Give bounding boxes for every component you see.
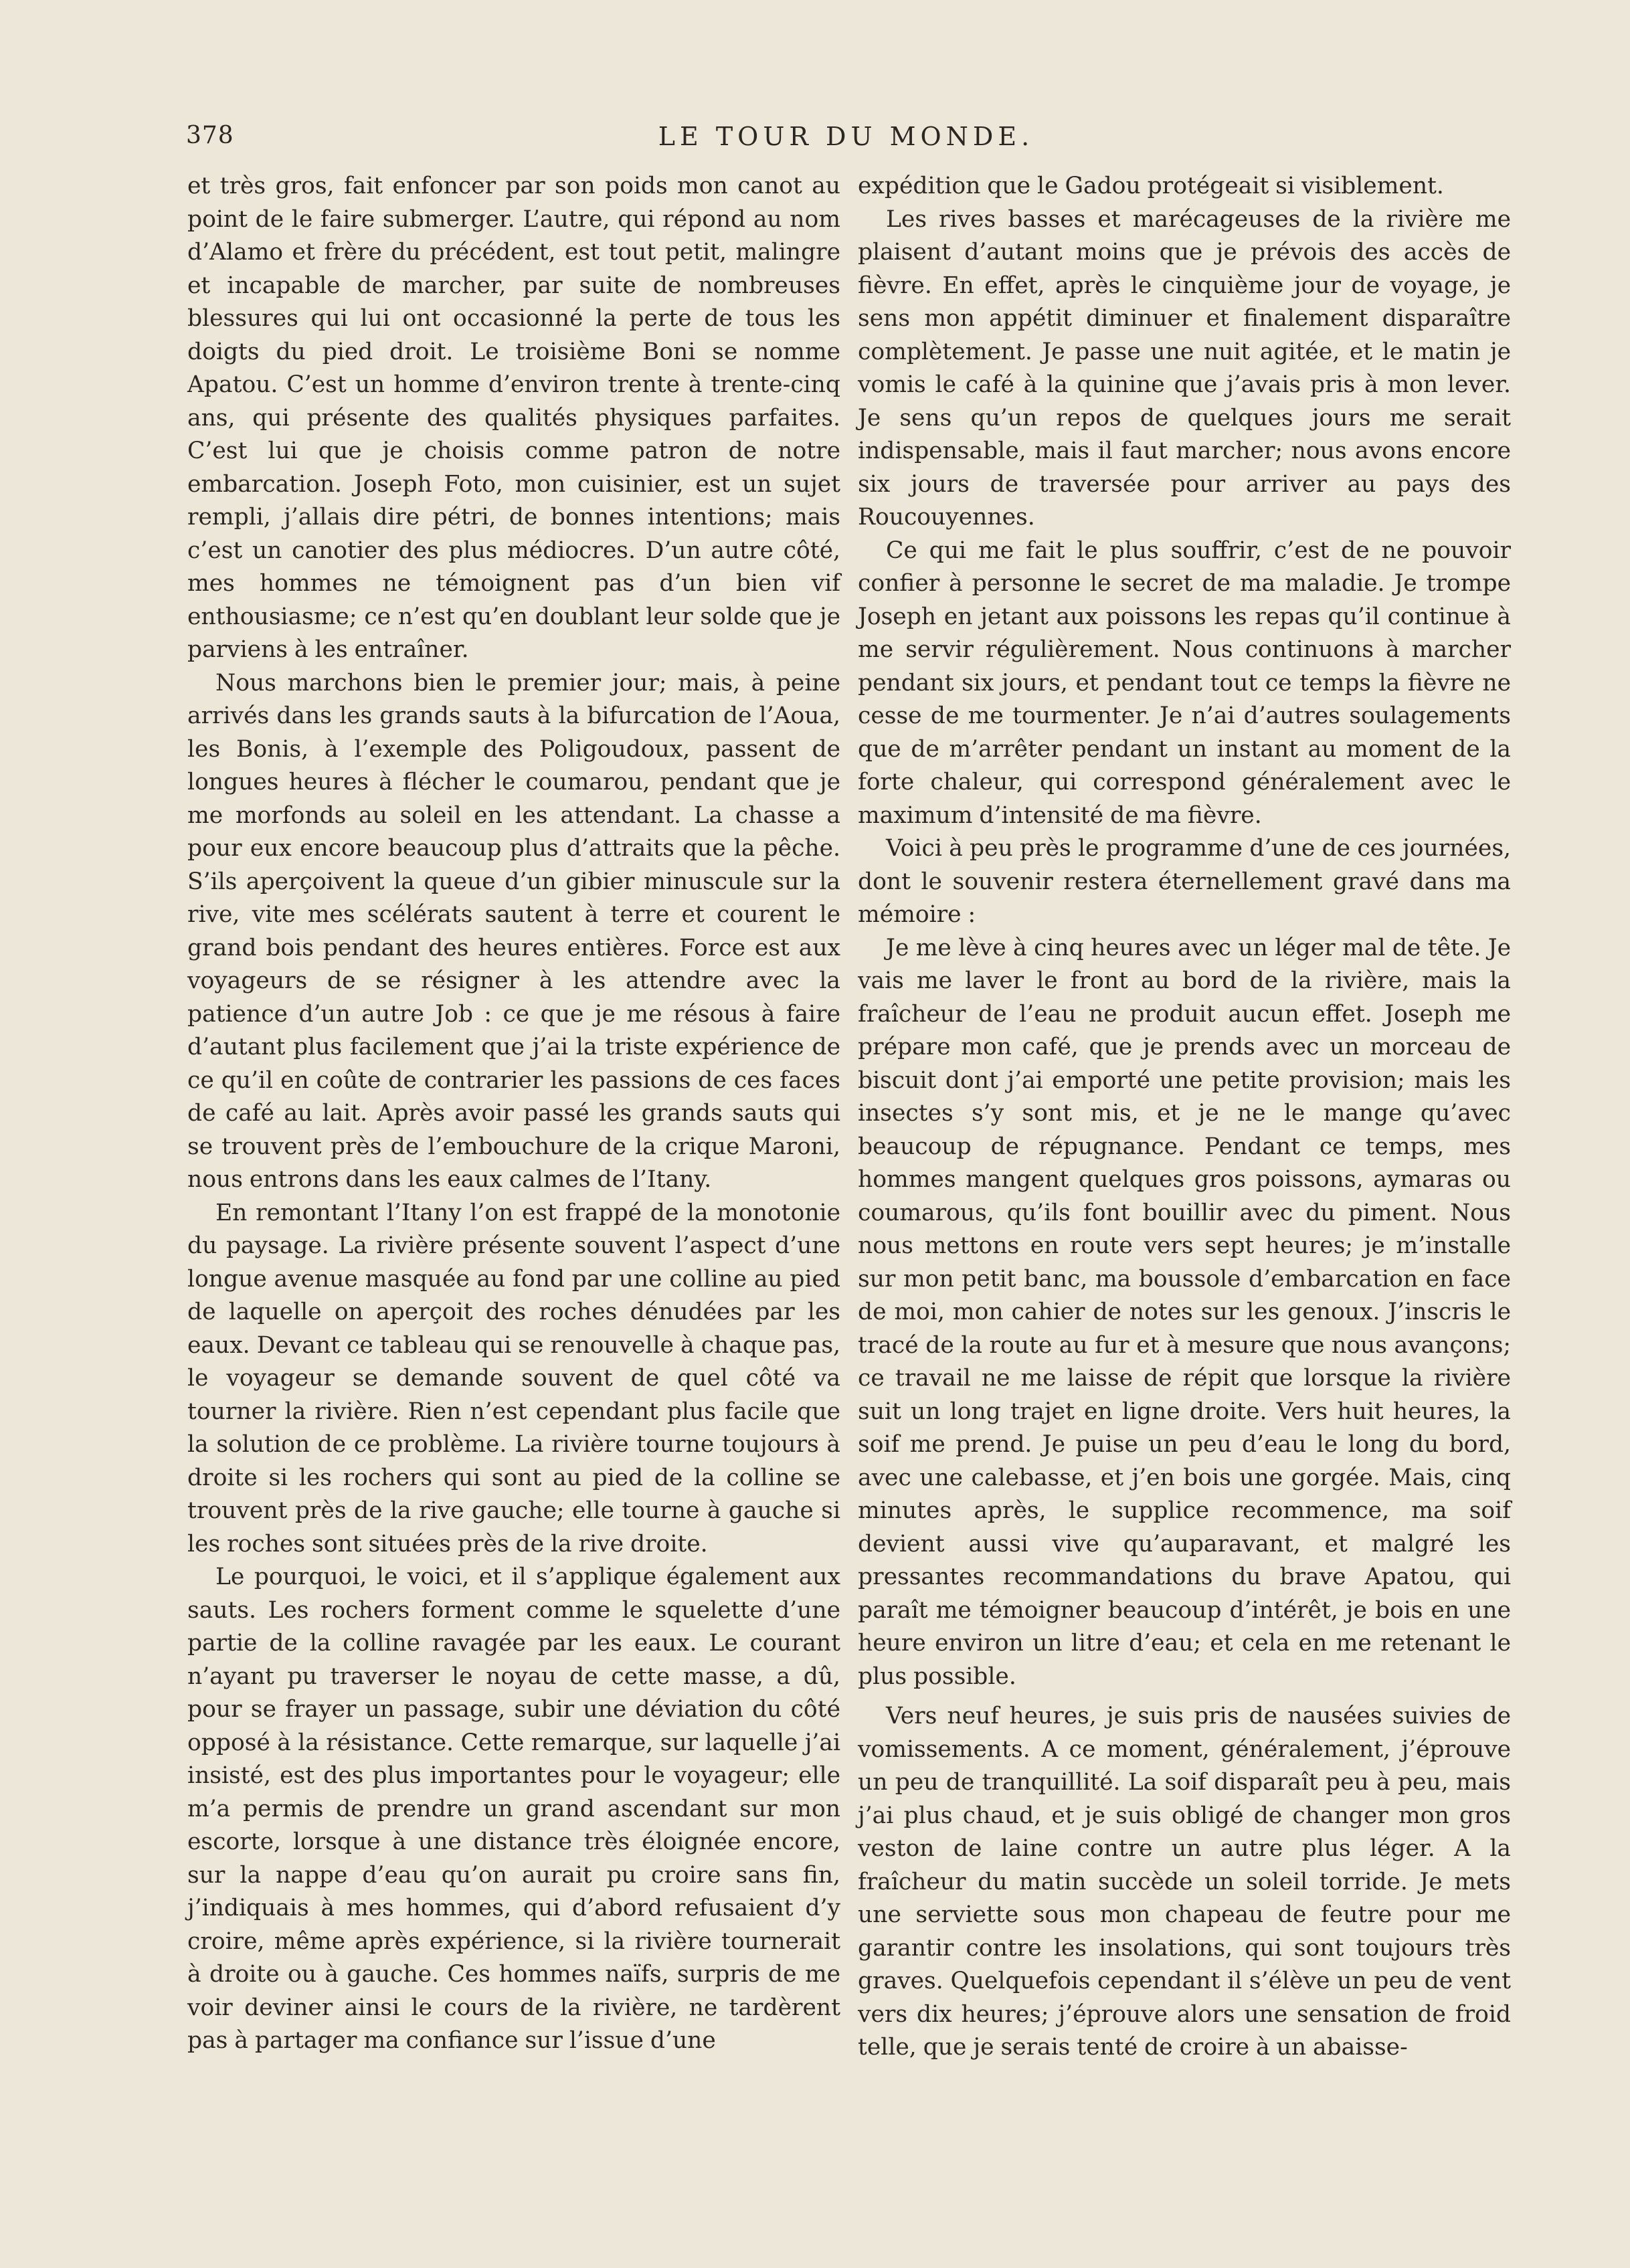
paragraph: et très gros, fait enfoncer par son poids mon canot au point de le faire submerger. L’autre, qui répond au nom d’Alamo et frère du précédent, est tout petit, malingre et incapable de marcher, par suite de nombreuses blessures qui lui ont occasionné la perte de tous les doigts du pied droit. Le troisième Boni se nomme Apatou. C’est un homme d’environ trente à trente-cinq ans, qui présente des qualités physiques parfaites. C’est lui que je choisis comme patron de notre embarcation. Joseph Foto, mon cuisinier, est un sujet rempli, j’allais dire pétri, de bonnes intentions; mais c’est un canotier des plus médiocres. D’un autre côté, mes hommes ne témoignent pas d’un bien vif enthousiasme; ce n’est qu’en doublant leur solde que je parviens à les entraîner. [187, 173, 840, 663]
paragraph: Le pourquoi, le voici, et il s’applique également aux sauts. Les rochers forment comme le squelette d’une partie de la colline ravagée par les eaux. Le courant n’ayant pu traverser le noyau de cette masse, a dû, pour se frayer un passage, subir une déviation du côté opposé à la résistance. Cette remarque, sur laquelle j’ai insisté, est des plus importantes pour le voyageur; elle m’a permis de prendre un grand ascendant sur mon escorte, lorsque à une distance très éloignée encore, sur la nappe d’eau qu’on aurait pu croire sans fin, j’indiquais à mes hommes, qui d’abord refusaient d’y croire, même après expérience, si la rivière tournerait à droite ou à gauche. Ces hommes naïfs, surpris de me voir deviner ainsi le cours de la rivière, ne tardèrent pas à partager ma confiance sur l’issue d’une [187, 1564, 840, 2054]
right-column [858, 170, 1511, 2065]
paragraph: Ce qui me fait le plus souffrir, c’est de ne pouvoir confier à personne le secret de ma maladie. Je trompe Joseph en jetant aux poissons les repas qu’il continue à me servir régulièrement. Nous continuons à marcher pendant six jours, et pendant tout ce temps la fièvre ne cesse de me tourmenter. Je n’ai d’autres soulagements que de m’arrêter pendant un instant au moment de la forte chaleur, qui correspond généralement avec le maximum d’intensité de ma fièvre. [858, 537, 1511, 829]
page-number: 378 [186, 122, 234, 149]
paragraph: Nous marchons bien le premier jour; mais, à peine arrivés dans les grands sauts à la bifurcation de l’Aoua, les Bonis, à l’exemple des Poligoudoux, passent de longues heures à flécher le coumarou, pendant que je me morfonds au soleil en les attendant. La chasse a pour eux encore beaucoup plus d’attraits que la pêche. S’ils aperçoivent la queue d’un gibier minuscule sur la rive, vite mes scélérats sautent à terre et courent le grand bois pendant des heures entières. Force est aux voyageurs de se résigner à les attendre avec la patience d’un autre Job : ce que je me résous à faire d’autant plus facilement que j’ai la triste expérience de ce qu’il en coûte de contrarier les passions de ces faces de café au lait. Après avoir passé les grands sauts qui se trouvent près de l’embouchure de la crique Maroni, nous entrons dans les eaux calmes de l’Itany. [187, 669, 840, 1193]
paragraph: expédition que le Gadou protégeait si visiblement. [858, 173, 1444, 199]
paragraph: Vers neuf heures, je suis pris de nausées suivies de vomissements. A ce moment, généralement, j’éprouve un peu de tranquillité. La soif disparaît peu à peu, mais j’ai plus chaud, et je suis obligé de changer mon gros veston de laine contre un autre plus léger. A la fraîcheur du matin succède un soleil torride. Je mets une serviette sous mon chapeau de feutre pour me garantir contre les insolations, qui sont toujours très graves. Quelquefois cependant il s’élève un peu de vent vers dix heures; j’éprouve alors une sensation de froid telle, que je serais tenté de croire à un abaisse- [858, 1703, 1511, 2061]
page-header [182, 119, 1510, 159]
paragraph: Je me lève à cinq heures avec un léger mal de tête. Je vais me laver le front au bord de la rivière, mais la fraîcheur de l’eau ne produit aucun effet. Joseph me prépare mon café, que je prends avec un morceau de biscuit dont j’ai emporté une petite provision; mais les insectes s’y sont mis, et je ne le mange qu’avec beaucoup de répugnance. Pendant ce temps, mes hommes mangent quelques gros poissons, aymaras ou coumarous, qu’ils font bouillir avec du piment. Nous nous mettons en route vers sept heures; je m’installe sur mon petit banc, ma boussole d’embarcation en face de moi, mon cahier de notes sur les genoux. J’inscris le tracé de la route au fur et à mesure que nous avançons; ce travail ne me laisse de répit que lorsque la rivière suit un long trajet en ligne droite. Vers huit heures, la soif me prend. Je puise un peu d’eau le long du bord, avec une calebasse, et j’en bois une gorgée. Mais, cinq minutes après, le supplice recommence, ma soif devient aussi vive qu’auparavant, et malgré les pressantes recommandations du brave Apatou, qui paraît me témoigner beaucoup d’intérêt, je bois en une heure environ un litre d’eau; et cela en me retenant le plus possible. [858, 934, 1511, 1690]
running-title: LE TOUR DU MONDE. [658, 122, 1034, 151]
paragraph: Voici à peu près le programme d’une de ces journées, dont le souvenir restera éternellement gravé dans ma mémoire : [858, 835, 1511, 928]
paragraph: En remontant l’Itany l’on est frappé de la monotonie du paysage. La rivière présente souvent l’aspect d’une longue avenue masquée au fond par une colline au pied de laquelle on aperçoit des roches dénudées par les eaux. Devant ce tableau qui se renouvelle à chaque pas, le voyageur se demande souvent de quel côté va tourner la rivière. Rien n’est cependant plus facile que la solution de ce problème. La rivière tourne toujours à droite si les rochers qui sont au pied de la colline se trouvent près de la rive gauche; elle tourne à gauche si les roches sont situées près de la rive droite. [187, 1199, 840, 1557]
paragraph: Les rives basses et marécageuses de la rivière me plaisent d’autant moins que je prévois des accès de fièvre. En effet, après le cinquième jour de voyage, je sens mon appétit diminuer et finalement disparaître complètement. Je passe une nuit agitée, et le matin je vomis le café à la quinine que j’avais pris à mon lever. Je sens qu’un repos de quelques jours me serait indispensable, mais il faut marcher; nous avons encore six jours de traversée pour arriver au pays des Roucouyennes. [858, 205, 1511, 531]
left-column [187, 170, 840, 2058]
